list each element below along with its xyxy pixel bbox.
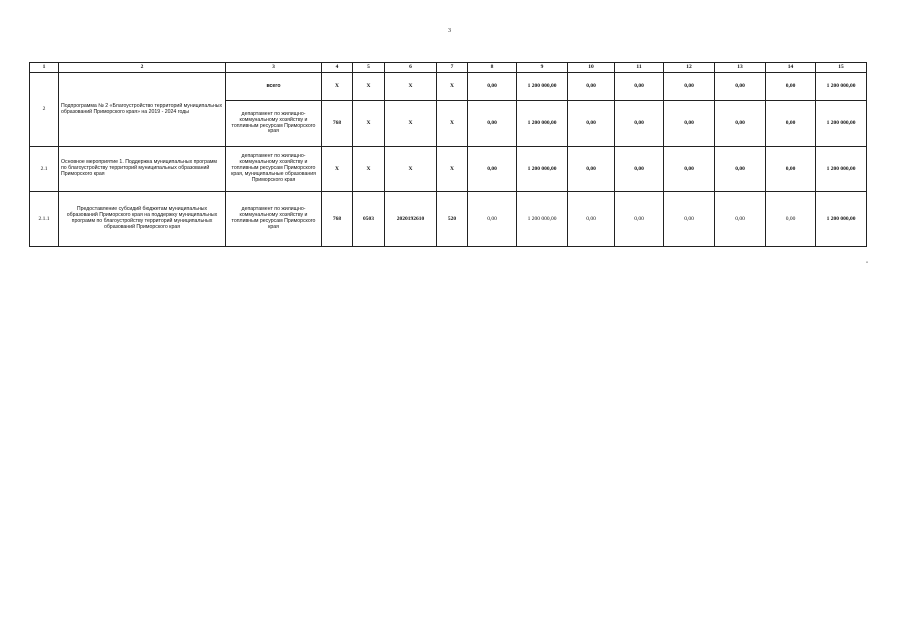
cell-c15: 1 200 000,00 (816, 147, 867, 192)
cell-c7: X (437, 73, 468, 101)
cell-c8: 0,00 (468, 147, 517, 192)
cell-c6: 2020192610 (385, 192, 437, 247)
cell-c13: 0,00 (715, 192, 766, 247)
header-cell: 9 (517, 63, 568, 73)
table-row (30, 73, 867, 101)
row-number: 2.1.1 (30, 192, 59, 247)
cell-c12: 0,00 (664, 73, 715, 101)
cell-c13: 0,00 (715, 101, 766, 147)
cell-c8: 0,00 (468, 101, 517, 147)
cell-c9: 1 200 000,00 (517, 147, 568, 192)
closing-quote-mark: » (866, 259, 868, 264)
cell-c15: 1 200 000,00 (816, 73, 867, 101)
cell-c6: X (385, 147, 437, 192)
cell-c7: X (437, 101, 468, 147)
cell-c11: 0,00 (615, 192, 664, 247)
cell-c5: X (353, 101, 385, 147)
header-cell: 15 (816, 63, 867, 73)
cell-c5: X (353, 147, 385, 192)
cell-c14: 0,00 (766, 73, 816, 101)
cell-c13: 0,00 (715, 147, 766, 192)
row-number: 2.1 (30, 147, 59, 192)
header-row (30, 63, 867, 73)
cell-c7: 520 (437, 192, 468, 247)
cell-c8: 0,00 (468, 192, 517, 247)
header-cell: 7 (437, 63, 468, 73)
header-cell: 12 (664, 63, 715, 73)
header-cell: 11 (615, 63, 664, 73)
cell-c6: X (385, 73, 437, 101)
table-row (30, 192, 867, 247)
cell-c11: 0,00 (615, 147, 664, 192)
cell-c15: 1 200 000,00 (816, 192, 867, 247)
cell-c14: 0,00 (766, 101, 816, 147)
cell-c15: 1 200 000,00 (816, 101, 867, 147)
cell-c9: 1 200 000,00 (517, 101, 568, 147)
cell-c7: X (437, 147, 468, 192)
header-cell: 2 (59, 63, 226, 73)
cell-c4: 768 (322, 192, 353, 247)
program-name: Предоставление субсидий бюджетам муниципальных образований Приморского края на поддержку муниципальных программ по благоустройству территорий муниципальных образований Приморского края (59, 192, 226, 247)
cell-c8: 0,00 (468, 73, 517, 101)
cell-c6: X (385, 101, 437, 147)
cell-c14: 0,00 (766, 147, 816, 192)
cell-c5: X (353, 73, 385, 101)
cell-c14: 0,00 (766, 192, 816, 247)
cell-c10: 0,00 (568, 192, 615, 247)
cell-c4: X (322, 73, 353, 101)
header-cell: 6 (385, 63, 437, 73)
header-cell: 1 (30, 63, 59, 73)
cell-c9: 1 200 000,00 (517, 73, 568, 101)
header-cell: 8 (468, 63, 517, 73)
header-cell: 4 (322, 63, 353, 73)
cell-c11: 0,00 (615, 101, 664, 147)
cell-c12: 0,00 (664, 147, 715, 192)
program-name: Подпрограмма № 2 «Благоустройство территорий муниципальных образований Приморского края» на 2019 - 2024 годы (59, 73, 226, 147)
cell-c9: 1 200 000,00 (517, 192, 568, 247)
cell-c12: 0,00 (664, 101, 715, 147)
cell-c10: 0,00 (568, 147, 615, 192)
cell-c13: 0,00 (715, 73, 766, 101)
cell-c5: 0503 (353, 192, 385, 247)
cell-c10: 0,00 (568, 73, 615, 101)
cell-c4: 768 (322, 101, 353, 147)
header-cell: 3 (226, 63, 322, 73)
program-name: Основное мероприятие 1. Поддержка муниципальных программ по благоустройству территорий муниципальных образований Приморского края (59, 147, 226, 192)
budget-table (29, 62, 867, 247)
executor: департамент по жилищно-коммунальному хозяйству и топливным ресурсам Приморского края (226, 192, 322, 247)
executor: департамент по жилищно-коммунальному хозяйству и топливным ресурсам Приморского края (226, 101, 322, 147)
cell-c10: 0,00 (568, 101, 615, 147)
executor: департамент по жилищно-коммунальному хозяйству и топливным ресурсам Приморского края, муниципальные образования Приморского края (226, 147, 322, 192)
header-cell: 13 (715, 63, 766, 73)
header-cell: 10 (568, 63, 615, 73)
cell-c4: X (322, 147, 353, 192)
page-number: 3 (448, 28, 451, 34)
executor: всего (226, 73, 322, 101)
header-cell: 14 (766, 63, 816, 73)
table-row (30, 147, 867, 192)
cell-c11: 0,00 (615, 73, 664, 101)
row-number: 2 (30, 73, 59, 147)
header-cell: 5 (353, 63, 385, 73)
cell-c12: 0,00 (664, 192, 715, 247)
